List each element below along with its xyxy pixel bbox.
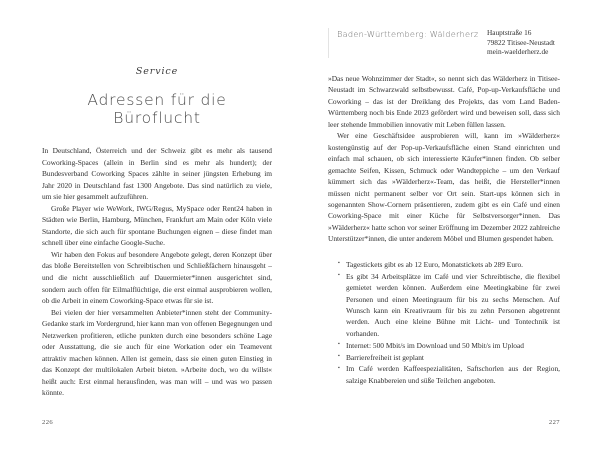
page-number-right: 227	[548, 419, 560, 426]
page-number-left: 226	[42, 419, 54, 426]
section-kicker: Service	[135, 66, 179, 77]
left-paragraph-3: Wir haben den Fokus auf besondere Angebote gelegt, deren Konzept über das bloße Bereitstellen von Schreibtischen und Schließfächern hinausgeht – und die nicht ausschließlich auf Dauermieter*innen ausgerichtet sind, sondern auch offen für Eilmalflüchtige, die erst einmal ausprobieren wollen, ob die Arbeit in einem Coworking-Space etwas für sie ist.	[42, 249, 272, 306]
list-item: ▪ Tagestickets gibt es ab 12 Euro, Monatstickets ab 289 Euro.	[338, 259, 560, 270]
right-paragraph-2: Wer eine Geschäftsidee ausprobieren will, kann im »Wälderherz« kostengünstig auf der Pop-up-Verkaufsfläche einen Stand einrichten und einfach mal schauen, ob sich interessierte Käufer*innen finden. Ob selber gemachte Seifen, Kissen, Schmuck oder Wandteppiche – um den Verkauf kümmert sich das »Wälderherz«-Team, das heißt, die Hersteller*innen müssen nicht permanent selber vor Ort sein. Start-ups können sich in sogenannten Show-Cornern präsentieren, zudem gibt es ein Café und einen Coworking-Space mit einer Küche für Selbstversorger*innen. Das »Wälderherz« hatte schon vor seiner Eröffnung im Dezember 2022 zahlreiche Unterstützer*innen, die unter anderem Möbel und Blumen gespendet haben.	[328, 131, 560, 244]
left-paragraph-1: In Deutschland, Österreich und der Schweiz gibt es mehr als tausend Coworking-Spaces (allein in Berlin sind es mehr als hundert); der Bundesverband Coworking Spaces zählte in seiner jüngsten Erhebung im Jahr 2020 in Deutschland fast 1300 Angebote. Das sind natürlich zu viele, um sie hier gesammelt aufzuführen.	[42, 146, 272, 202]
address-city: 79822 Titisee-Neustadt	[487, 37, 555, 47]
address-street: Hauptstraße 16	[487, 28, 532, 37]
entry-title: Baden-Württemberg: Wälderherz	[337, 29, 479, 39]
right-page	[300, 0, 600, 457]
list-item: ▪ Barrierefreiheit ist geplant	[338, 352, 560, 363]
facts-list	[328, 259, 560, 386]
right-paragraph-1: »Das neue Wohnzimmer der Stadt«, so nennt sich das Wälderherz in Titisee-Neustadt im Schwarzwald selbstbewusst. Café, Pop-up-Verkaufsfläche und Coworking – das ist der Dreiklang des Projekts, das vom Land Baden-Württemberg noch bis Ende 2023 gefördert wird und beweisen soll, dass sich leer stehende Immobilien innovativ mit Leben füllen lassen.	[328, 74, 560, 129]
address-website: mein-waelderherz.de	[487, 47, 549, 57]
left-paragraph-2: Große Player wie WeWork, IWG/Regus, MySpace oder Rent24 haben in Städten wie Berlin, Hamburg, München, Frankfurt am Main oder Köln viele Standorte, die sich auch für spontane Buchungen eignen – diese findet man schnell über eine einfache Google-Suche.	[42, 203, 272, 248]
list-item: ▪ Es gibt 34 Arbeitsplätze im Café und vier Schreibtische, die flexibel gemietet werden können. Außerdem eine Meetingkabine für zwei Personen und einen Meetingraum für bis zu sechs Menschen. Auf Wunsch kann ein Kreativraum für bis zu zehn Personen abgetrennt werden. Auch eine kleine Bühne mit Licht- und Tontechnik ist vorhanden.	[338, 271, 560, 339]
list-item: ▪ Internet: 500 Mbit/s im Download und 50 Mbit/s im Upload	[338, 340, 560, 351]
left-paragraph-4: Bei vielen der hier versammelten Anbieter*innen steht der Community-Gedanke stark im Vordergrund, hier kann man von offenen Begegnungen und Netzwerken profitieren, etliche punkten durch eine besonders schöne Lage oder Ausstattung, die sie auch für eine Workation oder ein Teamevent attraktiv machen können. Allen ist gemein, dass sie einen guten Einstieg in das Konzept der multilokalen Arbeit bieten. »Arbeite doch, wo du willst« heißt auch: Erst einmal herausfinden, was man will – und was wo passen könnte.	[42, 307, 272, 398]
entry-header	[328, 28, 560, 58]
entry-address	[487, 28, 560, 57]
list-item: ▪ Im Café werden Kaffeespezialitäten, Saftschorlen aus der Region, salzige Knabbereien und süße Teilchen angeboten.	[338, 363, 560, 386]
entry-body	[328, 73, 560, 245]
page-title: Adressen für die Büroflucht	[87, 91, 227, 127]
